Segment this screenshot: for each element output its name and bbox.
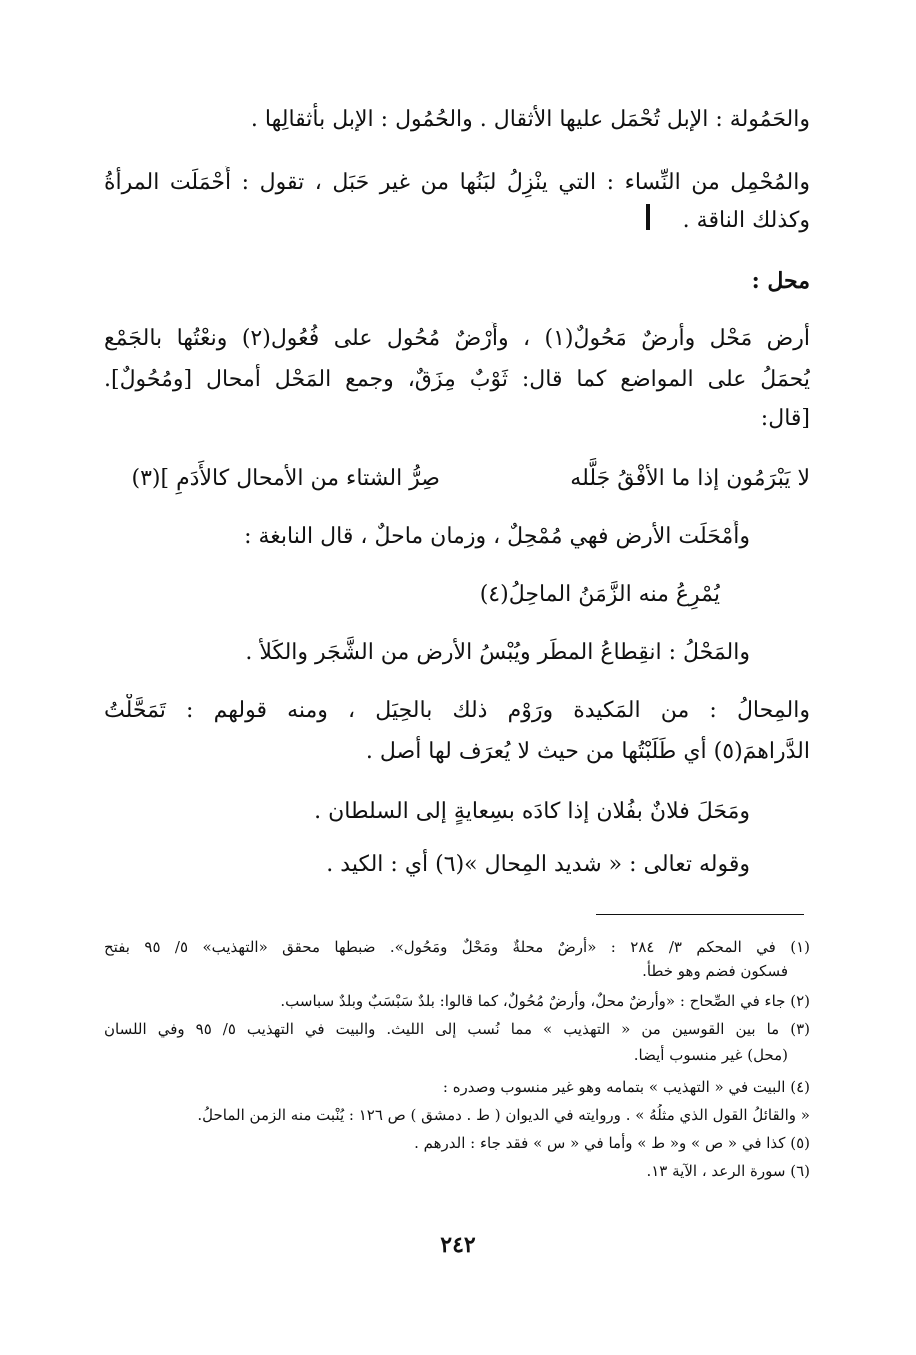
- footnote-continuation: « والقائلُ القول الذي مثلُهُ » . وروايته في الديوان ( ط . دمشق ) ص ١٢٦ : يُنْبت منه الزمن الماحلُ.: [197, 1106, 810, 1124]
- footnote: (٥) كذا في « ص » و« ط » وأما في « س » فقد جاء : الدرهم .: [414, 1134, 810, 1152]
- text-line: والحَمُولة : الإبل تُحْمَل عليها الأثقال . والحُمُول : الإبل بأثقالِها .: [250, 107, 810, 132]
- footnote: (١) في المحكم ٣/ ٢٨٤ : «أرضٌ محلةٌ ومَحْلٌ ومَحُول». ضبطها محقق «التهذيب» ٥/ ٩٥ بفتح: [104, 938, 810, 956]
- footnote-continuation: (محل) غير منسوب أيضا.: [633, 1046, 788, 1064]
- entry-heading: محل :: [751, 268, 810, 294]
- text-line: [قال:: [760, 406, 810, 431]
- page-number: ٢٤٢: [440, 1232, 476, 1258]
- text-line: والمِحالُ : من المَكيدة ورَوْم ذلك بالحِيَل ، ومنه قولهم : تَمَحَّلْتُ: [104, 698, 810, 723]
- text-line: أرض مَحْل وأرضٌ مَحُولٌ(١) ، وأَرْضٌ مُحُول على فُعُول(٢) ونعْتُها بالجَمْع: [104, 326, 810, 351]
- text-line: والمُحْمِل من النِّساء : التي ينْزِلُ لبَنُها من غير حَبَل ، تقول : أَحْمَلَت المرأةُ: [104, 170, 810, 195]
- text-line: الدَّراهمَ(٥) أي طَلَبْتُها من حيث لا يُعرَف لها أصل .: [365, 739, 810, 764]
- text-line: والمَحْلُ : انقِطاعُ المطَر ويُبْسُ الأرض من الشَّجَر والكَلأ .: [245, 640, 750, 665]
- poem-quote: يُمْرِعُ منه الزَّمَنُ الماحِلُ(٤): [479, 582, 720, 607]
- footnote-divider: [596, 914, 804, 915]
- footnote: (٣) ما بين القوسين من « التهذيب » مما نُسب إلى الليث. والبيت في التهذيب ٥/ ٩٥ وفي اللسان: [104, 1020, 810, 1038]
- verse: [104, 462, 810, 496]
- text-line: وقوله تعالى : « شديد المِحال »(٦) أي : الكيد .: [326, 852, 750, 877]
- verse-first-hemistich: لا يَبْرَمُون إذا ما الأفْقُ جَلَّله: [570, 466, 810, 491]
- ink-mark: [646, 204, 650, 230]
- footnote: (٤) البيت في « التهذيب » بتمامه وهو غير منسوب وصدره :: [442, 1078, 810, 1096]
- footnote-continuation: فسكون فضم وهو خطأ.: [642, 962, 788, 980]
- footnote: (٢) جاء في الصِّحاح : «وأرضٌ محلٌ، وأرضٌ مُحُولٌ، كما قالوا: بلدٌ سَبْسَبٌ وبلدٌ سباسب.: [280, 992, 810, 1010]
- text-line: ومَحَلَ فلانٌ بفُلان إذا كادَه بسِعايةٍ إلى السلطان .: [314, 799, 750, 824]
- text-line: وكذلك الناقة .: [682, 208, 810, 233]
- text-line: يُحمَلُ على المواضع كما قال: ثَوْبٌ مِزَقٌ، وجمع المَحْل أمحال [ومُحُولٌ].: [104, 367, 810, 392]
- text-line: وأَمْحَلَت الأرض فهي مُمْحِلٌ ، وزمان ماحلٌ ، قال النابغة :: [244, 524, 750, 549]
- verse-second-hemistich: صِرُّ الشتاء من الأمحال كالأَدَمِ ](٣): [131, 466, 440, 491]
- footnote: (٦) سورة الرعد ، الآية ١٣.: [646, 1162, 810, 1180]
